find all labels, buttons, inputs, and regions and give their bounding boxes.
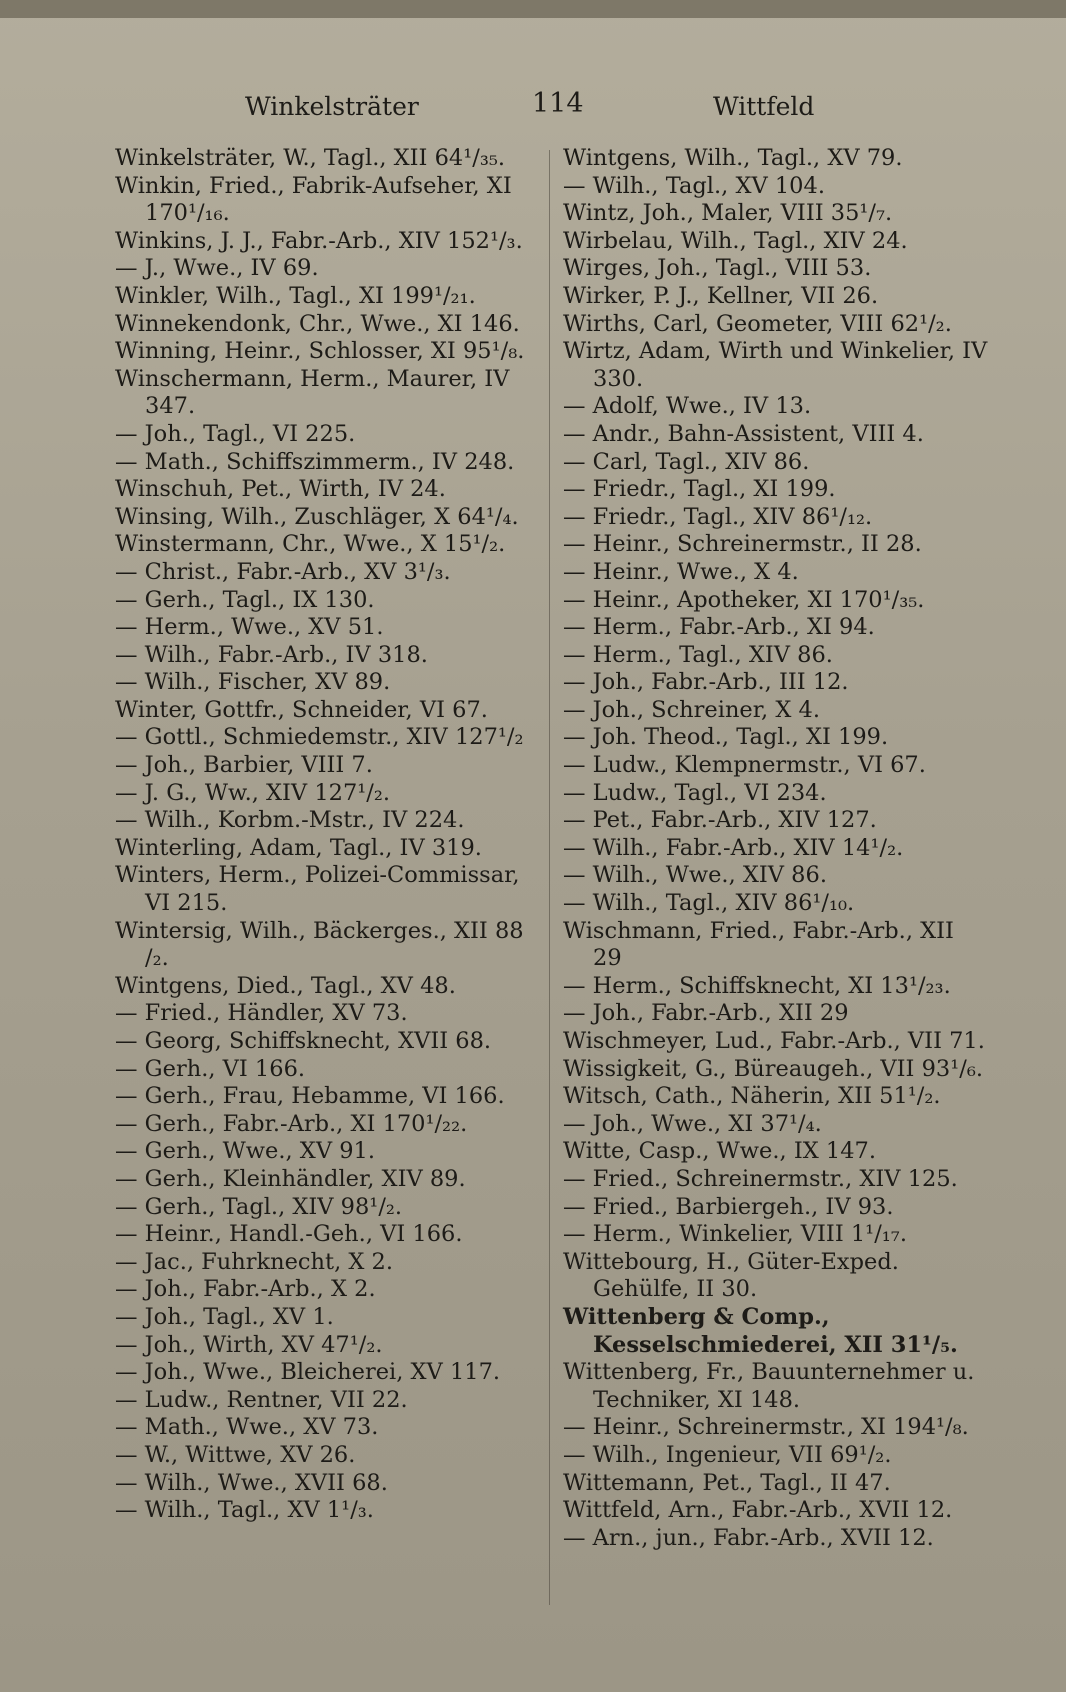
directory-entry: Wittenberg & Comp., Kesselschmiederei, XII 31¹/₅.	[563, 1303, 958, 1358]
directory-entry: — Gerh., Kleinhändler, XIV 89.	[115, 1165, 466, 1192]
directory-entry: Winschermann, Herm., Maurer, IV 347.	[115, 365, 510, 420]
directory-entry: — Herm., Schiffsknecht, XI 13¹/₂₃.	[563, 972, 951, 999]
directory-entry: — Jac., Fuhrknecht, X 2.	[115, 1248, 394, 1275]
directory-entry: Wirker, P. J., Kellner, VII 26.	[563, 282, 879, 309]
directory-entry: — Ludw., Tagl., VI 234.	[563, 779, 827, 806]
directory-entry: — Arn., jun., Fabr.-Arb., XVII 12.	[563, 1524, 934, 1551]
directory-entry: — Gerh., VI 166.	[115, 1055, 306, 1082]
header-first-name: Winkelsträter	[245, 92, 419, 121]
directory-entry: — Joh., Wwe., XI 37¹/₄.	[563, 1110, 822, 1137]
directory-entry: — Wilh., Wwe., XVII 68.	[115, 1469, 388, 1496]
directory-entry: — Fried., Händler, XV 73.	[115, 1000, 408, 1027]
directory-entry: — Wilh., Tagl., XV 1¹/₃.	[115, 1497, 374, 1524]
directory-entry: — Gerh., Frau, Hebamme, VI 166.	[115, 1083, 505, 1110]
directory-entry: — Pet., Fabr.-Arb., XIV 127.	[563, 807, 877, 834]
directory-entry: Wittebourg, H., Güter-Exped. Gehülfe, II 30.	[563, 1248, 899, 1303]
directory-entry: Wittfeld, Arn., Fabr.-Arb., XVII 12.	[563, 1497, 953, 1524]
directory-entry: — Joh., Wwe., Bleicherei, XV 117.	[115, 1359, 501, 1386]
directory-entry: — Joh., Wirth, XV 47¹/₂.	[115, 1331, 383, 1358]
directory-entry: — Wilh., Tagl., XIV 86¹/₁₀.	[563, 890, 855, 917]
directory-entry: — Adolf, Wwe., IV 13.	[563, 393, 812, 420]
directory-entry: Winkin, Fried., Fabrik-Aufseher, XI 170¹/₁₆.	[115, 172, 512, 227]
directory-entry: Winters, Herm., Polizei-Commissar, VI 215.	[115, 862, 520, 917]
directory-entry: Winkelsträter, W., Tagl., XII 64¹/₃₅.	[115, 145, 506, 171]
directory-entry: — Wilh., Fabr.-Arb., IV 318.	[115, 641, 428, 668]
directory-entry: — Carl, Tagl., XIV 86.	[563, 448, 810, 475]
directory-entry: — Wilh., Ingenieur, VII 69¹/₂.	[563, 1441, 892, 1468]
directory-entry: Wintgens, Died., Tagl., XV 48.	[115, 972, 456, 999]
right-column	[563, 145, 988, 1552]
directory-entry: — Heinr., Apotheker, XI 170¹/₃₅.	[563, 586, 925, 613]
directory-entry: Wischmeyer, Lud., Fabr.-Arb., VII 71.	[563, 1028, 985, 1054]
directory-entry: — Andr., Bahn-Assistent, VIII 4.	[563, 420, 924, 447]
directory-entry: Winkler, Wilh., Tagl., XI 199¹/₂₁.	[115, 282, 476, 309]
directory-entry: Wintersig, Wilh., Bäckerges., XII 88 /₂.	[115, 917, 524, 972]
directory-entry: — Ludw., Klempnermstr., VI 67.	[563, 752, 926, 779]
page-number: 114	[532, 88, 584, 119]
directory-entry: — Wilh., Fischer, XV 89.	[115, 669, 391, 696]
directory-entry: — Joh., Fabr.-Arb., III 12.	[563, 669, 849, 696]
directory-entry: — Math., Schiffszimmerm., IV 248.	[115, 448, 515, 475]
directory-entry: — Joh., Barbier, VIII 7.	[115, 752, 373, 779]
directory-entry: Wintz, Joh., Maler, VIII 35¹/₇.	[563, 200, 893, 227]
directory-entry: — Joh., Fabr.-Arb., XII 29	[563, 1000, 849, 1027]
directory-entry: Winsing, Wilh., Zuschläger, X 64¹/₄.	[115, 503, 519, 530]
directory-entry: — Fried., Schreinermstr., XIV 125.	[563, 1165, 958, 1192]
directory-entry: — Joh., Schreiner, X 4.	[563, 696, 820, 723]
directory-entry: — Georg, Schiffsknecht, XVII 68.	[115, 1028, 492, 1054]
directory-entry: — Joh., Tagl., XV 1.	[115, 1303, 334, 1330]
directory-entry: Wissigkeit, G., Büreaugeh., VII 93¹/₆.	[563, 1055, 983, 1082]
directory-entry: — Joh., Fabr.-Arb., X 2.	[115, 1276, 376, 1303]
directory-entry: — Herm., Tagl., XIV 86.	[563, 641, 833, 668]
directory-entry: Winstermann, Chr., Wwe., X 15¹/₂.	[115, 531, 506, 558]
directory-entry: — Heinr., Schreinermstr., II 28.	[563, 531, 922, 558]
directory-entry: — Christ., Fabr.-Arb., XV 3¹/₃.	[115, 558, 451, 585]
directory-entry: — Herm., Wwe., XV 51.	[115, 614, 384, 641]
directory-entry: Witsch, Cath., Näherin, XII 51¹/₂.	[563, 1083, 941, 1110]
column-divider	[549, 150, 550, 1605]
left-column	[115, 145, 535, 1525]
directory-entry: — Heinr., Wwe., X 4.	[563, 558, 799, 585]
directory-entry: — Friedr., Tagl., XIV 86¹/₁₂.	[563, 503, 873, 530]
directory-entry: Wittenberg, Fr., Bauunternehmer u. Techniker, XI 148.	[563, 1359, 975, 1413]
directory-entry: — Gerh., Tagl., XIV 98¹/₂.	[115, 1193, 403, 1220]
directory-entry: — Friedr., Tagl., XI 199.	[563, 476, 836, 503]
directory-entry: — Gottl., Schmiedemstr., XIV 127¹/₂	[115, 724, 524, 751]
directory-entry: Wirths, Carl, Geometer, VIII 62¹/₂.	[563, 310, 952, 337]
directory-entry: — Herm., Winkelier, VIII 1¹/₁₇.	[563, 1221, 907, 1248]
header-last-name: Wittfeld	[713, 92, 815, 121]
directory-entry: Winkins, J. J., Fabr.-Arb., XIV 152¹/₃.	[115, 227, 523, 254]
directory-entry: — Heinr., Schreinermstr., XI 194¹/₈.	[563, 1414, 969, 1441]
directory-entry: — J. G., Ww., XIV 127¹/₂.	[115, 779, 391, 806]
directory-entry: — Gerh., Tagl., IX 130.	[115, 586, 375, 613]
directory-entry: Wirtz, Adam, Wirth und Winkelier, IV 330.	[563, 338, 988, 392]
directory-entry: — Fried., Barbiergeh., IV 93.	[563, 1193, 894, 1220]
directory-entry: — Gerh., Wwe., XV 91.	[115, 1138, 376, 1165]
directory-entry: — Joh., Tagl., VI 225.	[115, 420, 356, 447]
directory-entry: Winter, Gottfr., Schneider, VI 67.	[115, 696, 488, 723]
directory-entry: — Heinr., Handl.-Geh., VI 166.	[115, 1221, 463, 1248]
page-header	[0, 88, 1066, 128]
directory-entry: — Ludw., Rentner, VII 22.	[115, 1386, 408, 1413]
directory-entry: Wirges, Joh., Tagl., VIII 53.	[563, 255, 872, 282]
directory-entry: — Gerh., Fabr.-Arb., XI 170¹/₂₂.	[115, 1110, 468, 1137]
directory-entry: — Wilh., Tagl., XV 104.	[563, 172, 825, 199]
directory-entry: — Herm., Fabr.-Arb., XI 94.	[563, 614, 875, 641]
directory-entry: — Wilh., Wwe., XIV 86.	[563, 862, 827, 889]
directory-entry: Wischmann, Fried., Fabr.-Arb., XII 29	[563, 917, 954, 972]
directory-entry: — Wilh., Fabr.-Arb., XIV 14¹/₂.	[563, 834, 904, 861]
directory-entry: Wirbelau, Wilh., Tagl., XIV 24.	[563, 227, 908, 254]
directory-entry: Winning, Heinr., Schlosser, XI 95¹/₈.	[115, 338, 525, 365]
directory-entry: Witte, Casp., Wwe., IX 147.	[563, 1138, 876, 1165]
directory-entry: — Math., Wwe., XV 73.	[115, 1414, 379, 1441]
directory-entry: Winschuh, Pet., Wirth, IV 24.	[115, 476, 446, 503]
directory-entry: Wintgens, Wilh., Tagl., XV 79.	[563, 145, 903, 171]
directory-entry: — Wilh., Korbm.-Mstr., IV 224.	[115, 807, 465, 834]
directory-entry: Winnekendonk, Chr., Wwe., XI 146.	[115, 310, 520, 337]
directory-entry: — Joh. Theod., Tagl., XI 199.	[563, 724, 889, 751]
directory-entry: — W., Wittwe, XV 26.	[115, 1441, 356, 1468]
page-top-edge	[0, 0, 1066, 18]
directory-entry: Wittemann, Pet., Tagl., II 47.	[563, 1469, 891, 1496]
directory-entry: Winterling, Adam, Tagl., IV 319.	[115, 834, 482, 861]
directory-entry: — J., Wwe., IV 69.	[115, 255, 319, 282]
